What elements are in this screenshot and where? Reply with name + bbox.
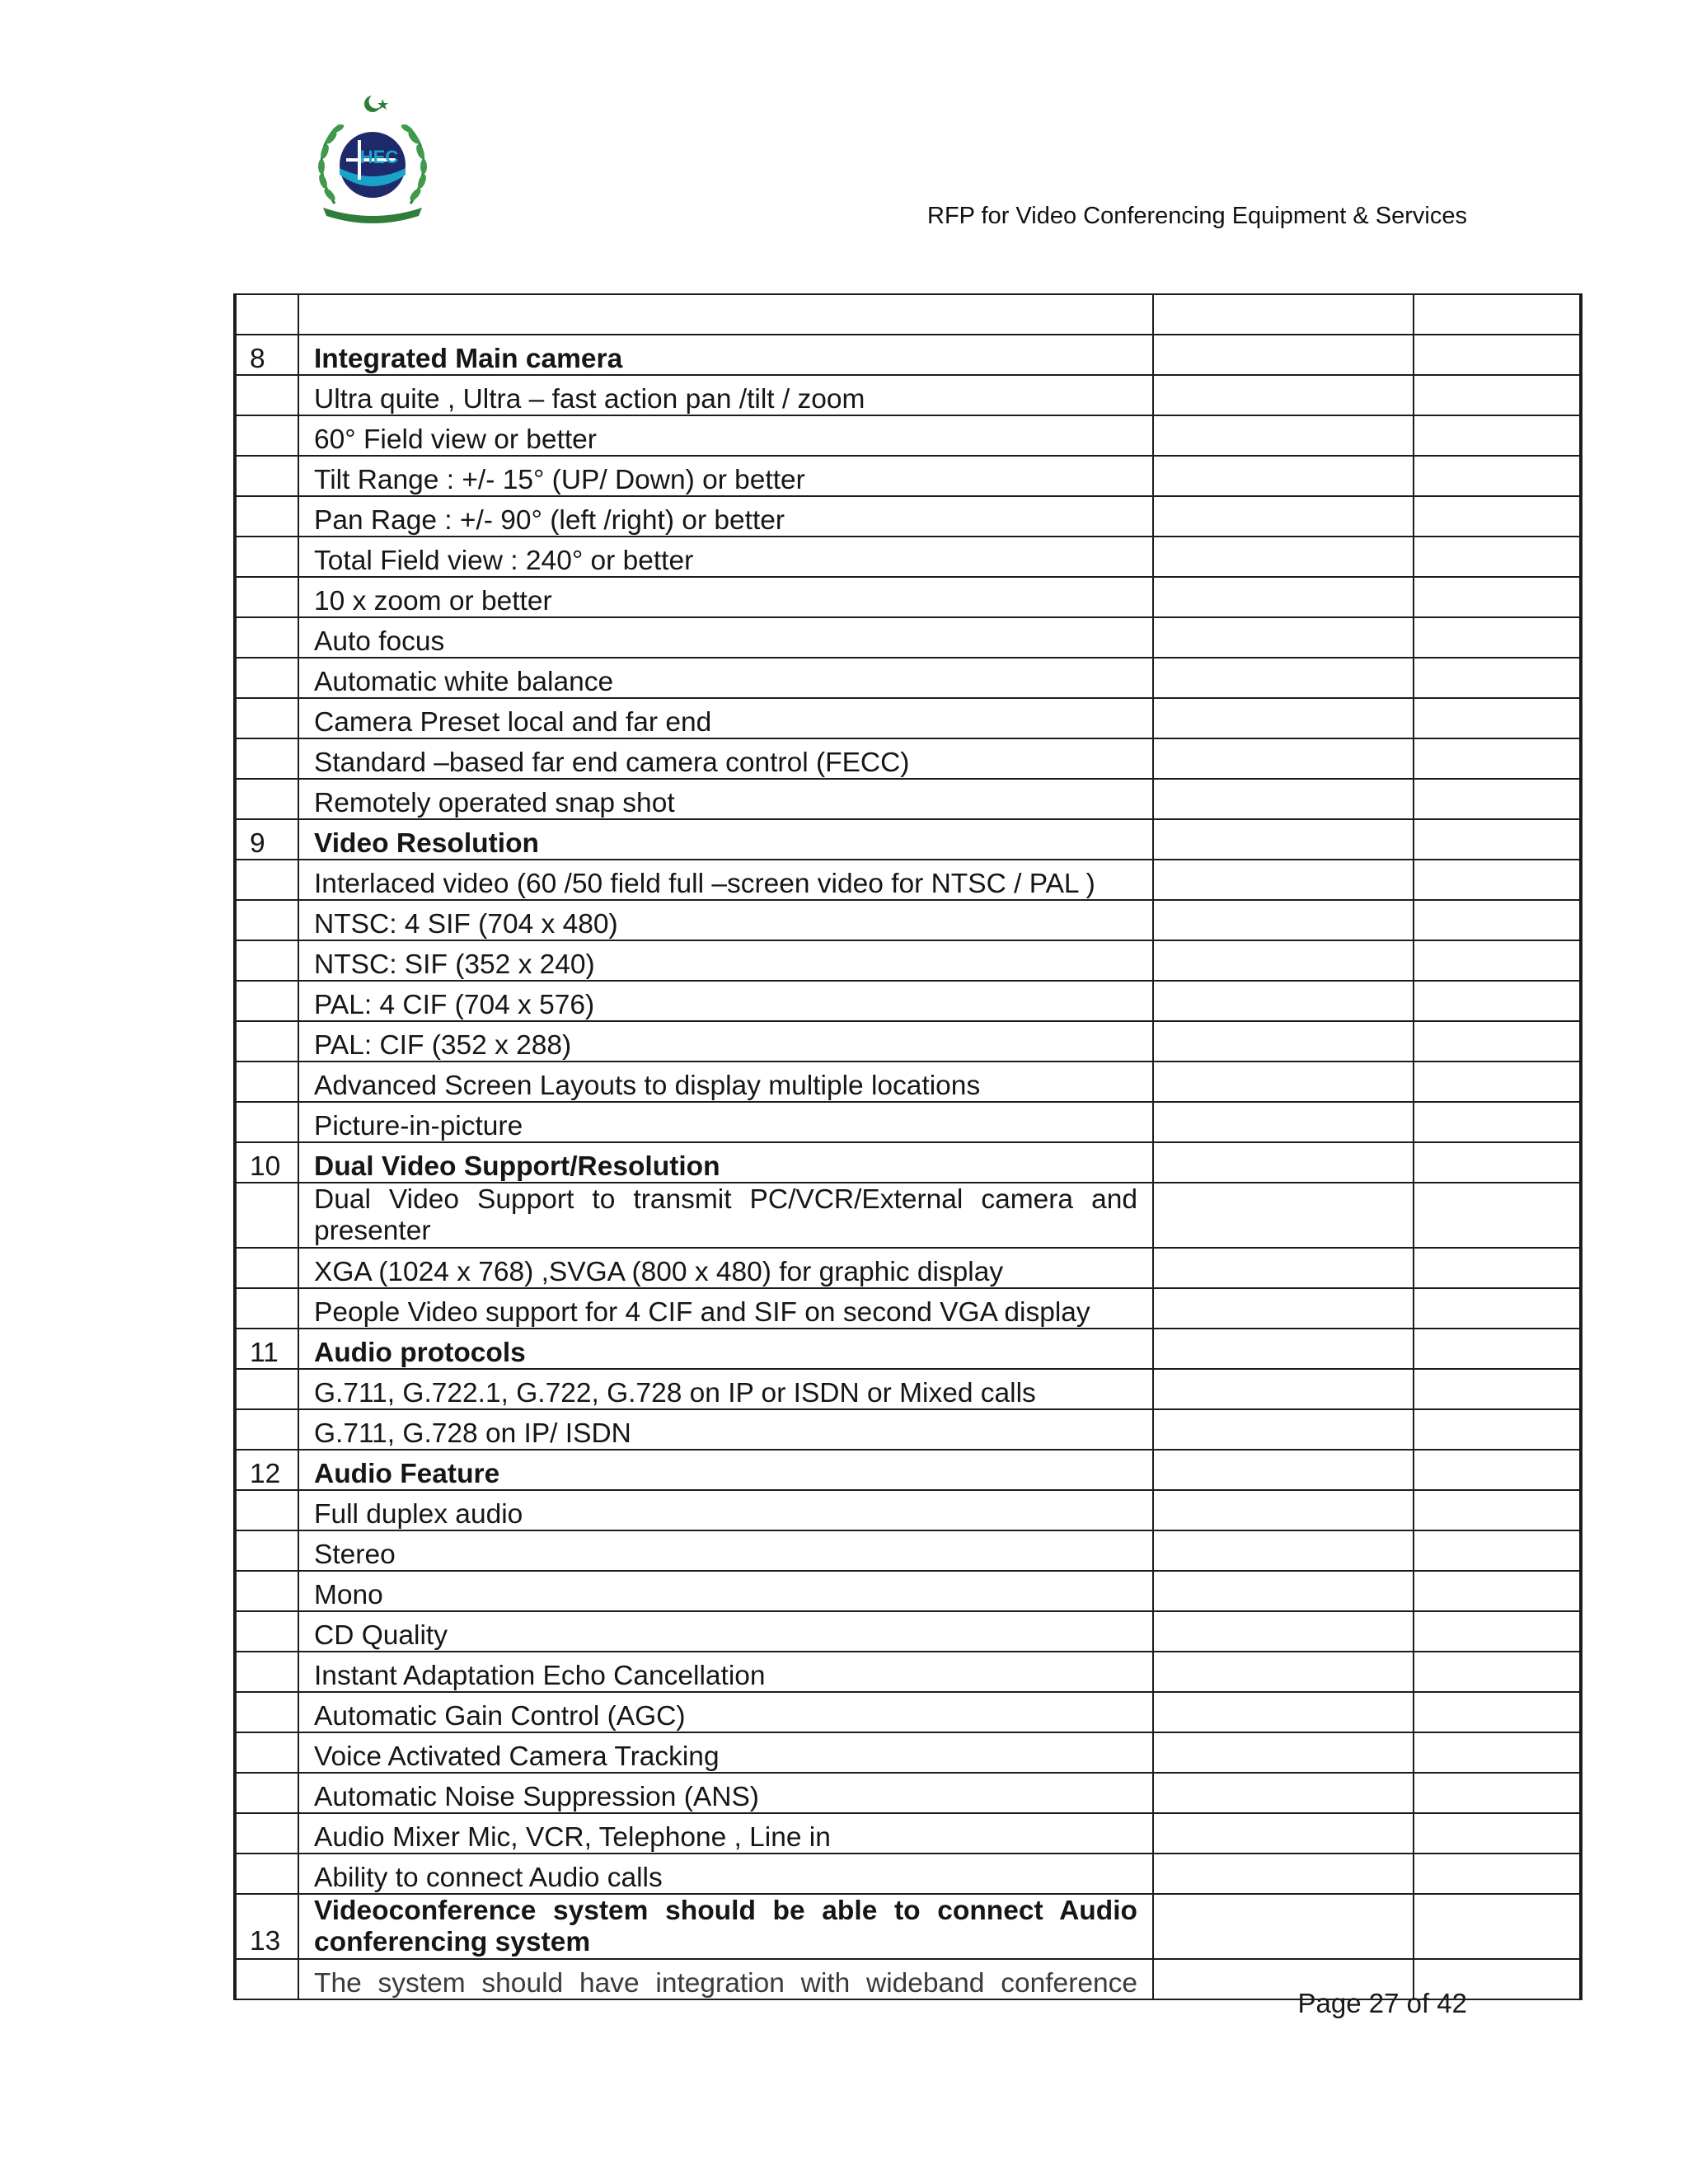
requirement-cell: Voice Activated Camera Tracking <box>298 1732 1153 1773</box>
table-row <box>235 415 1581 456</box>
remarks-cell <box>1414 1571 1581 1611</box>
compliance-cell <box>1153 375 1414 415</box>
item-number-cell <box>235 456 298 496</box>
remarks-cell <box>1414 658 1581 698</box>
compliance-cell <box>1153 658 1414 698</box>
table-row <box>235 1248 1581 1288</box>
remarks-cell <box>1414 1409 1581 1450</box>
item-number-cell <box>235 294 298 335</box>
document-header-title: RFP for Video Conferencing Equipment & Services <box>927 203 1467 229</box>
compliance-cell <box>1153 1450 1414 1490</box>
remarks-cell <box>1414 415 1581 456</box>
compliance-cell <box>1153 1369 1414 1409</box>
remarks-cell <box>1414 779 1581 819</box>
item-number-cell: 8 <box>235 335 298 375</box>
remarks-cell <box>1414 294 1581 335</box>
requirement-cell: NTSC: SIF (352 x 240) <box>298 940 1153 981</box>
compliance-cell <box>1153 1813 1414 1854</box>
remarks-cell <box>1414 577 1581 617</box>
remarks-cell <box>1414 1530 1581 1571</box>
item-number-cell <box>235 1490 298 1530</box>
item-number-cell <box>235 1183 298 1248</box>
compliance-cell <box>1153 1854 1414 1894</box>
compliance-cell <box>1153 1490 1414 1530</box>
table-row <box>235 1409 1581 1450</box>
compliance-cell <box>1153 981 1414 1021</box>
compliance-cell <box>1153 779 1414 819</box>
item-number-cell <box>235 1813 298 1854</box>
table-row <box>235 1288 1581 1329</box>
table-row <box>235 779 1581 819</box>
compliance-cell <box>1153 294 1414 335</box>
requirement-cell: Interlaced video (60 /50 field full –screen video for NTSC / PAL ) <box>298 860 1153 900</box>
requirement-cell: Automatic Gain Control (AGC) <box>298 1692 1153 1732</box>
requirement-cell: Audio protocols <box>298 1329 1153 1369</box>
compliance-cell <box>1153 1409 1414 1450</box>
item-number-cell <box>235 1102 298 1142</box>
requirement-cell: Dual Video Support to transmit PC/VCR/External camera and presenter <box>298 1183 1153 1248</box>
remarks-cell <box>1414 981 1581 1021</box>
remarks-cell <box>1414 1142 1581 1183</box>
table-row <box>235 1692 1581 1732</box>
item-number-cell <box>235 940 298 981</box>
requirement-cell: XGA (1024 x 768) ,SVGA (800 x 480) for graphic display <box>298 1248 1153 1288</box>
compliance-cell <box>1153 1102 1414 1142</box>
compliance-cell <box>1153 335 1414 375</box>
table-row <box>235 1732 1581 1773</box>
compliance-cell <box>1153 617 1414 658</box>
table-row <box>235 1773 1581 1813</box>
table-row <box>235 1571 1581 1611</box>
svg-text:HEC: HEC <box>359 147 399 167</box>
requirement-cell: Stereo <box>298 1530 1153 1571</box>
remarks-cell <box>1414 1329 1581 1369</box>
requirement-cell: Camera Preset local and far end <box>298 698 1153 738</box>
remarks-cell <box>1414 456 1581 496</box>
item-number-cell <box>235 779 298 819</box>
table-row <box>235 1854 1581 1894</box>
compliance-cell <box>1153 1773 1414 1813</box>
item-number-cell <box>235 1773 298 1813</box>
remarks-cell <box>1414 860 1581 900</box>
table-row <box>235 981 1581 1021</box>
table-row <box>235 1652 1581 1692</box>
remarks-cell <box>1414 738 1581 779</box>
item-number-cell <box>235 1248 298 1288</box>
table-row <box>235 1183 1581 1248</box>
remarks-cell <box>1414 1813 1581 1854</box>
remarks-cell <box>1414 1773 1581 1813</box>
compliance-cell <box>1153 496 1414 537</box>
item-number-cell: 11 <box>235 1329 298 1369</box>
compliance-cell <box>1153 1288 1414 1329</box>
compliance-cell <box>1153 1183 1414 1248</box>
requirement-cell: Total Field view : 240° or better <box>298 537 1153 577</box>
remarks-cell <box>1414 698 1581 738</box>
remarks-cell <box>1414 1369 1581 1409</box>
remarks-cell <box>1414 1183 1581 1248</box>
compliance-cell <box>1153 1530 1414 1571</box>
requirement-cell: Integrated Main camera <box>298 335 1153 375</box>
table-row <box>235 1530 1581 1571</box>
table-row <box>235 900 1581 940</box>
section-header-row <box>235 335 1581 375</box>
remarks-cell <box>1414 375 1581 415</box>
remarks-cell <box>1414 900 1581 940</box>
table-row <box>235 1490 1581 1530</box>
compliance-cell <box>1153 698 1414 738</box>
requirement-cell: Picture-in-picture <box>298 1102 1153 1142</box>
item-number-cell <box>235 415 298 456</box>
section-header-row <box>235 1450 1581 1490</box>
requirement-cell: Instant Adaptation Echo Cancellation <box>298 1652 1153 1692</box>
requirement-cell: G.711, G.722.1, G.722, G.728 on IP or ISDN or Mixed calls <box>298 1369 1153 1409</box>
table-row <box>235 1813 1581 1854</box>
hec-logo <box>307 92 438 229</box>
compliance-cell <box>1153 940 1414 981</box>
item-number-cell <box>235 496 298 537</box>
requirement-cell: PAL: 4 CIF (704 x 576) <box>298 981 1153 1021</box>
compliance-cell <box>1153 1894 1414 1959</box>
compliance-cell <box>1153 1692 1414 1732</box>
item-number-cell <box>235 738 298 779</box>
compliance-cell <box>1153 1571 1414 1611</box>
item-number-cell <box>235 577 298 617</box>
table-row <box>235 577 1581 617</box>
requirement-cell: G.711, G.728 on IP/ ISDN <box>298 1409 1153 1450</box>
item-number-cell <box>235 1409 298 1450</box>
requirement-cell: Tilt Range : +/- 15° (UP/ Down) or better <box>298 456 1153 496</box>
compliance-cell <box>1153 900 1414 940</box>
requirement-cell: CD Quality <box>298 1611 1153 1652</box>
table-row <box>235 496 1581 537</box>
requirement-cell: Full duplex audio <box>298 1490 1153 1530</box>
item-number-cell: 13 <box>235 1894 298 1959</box>
item-number-cell <box>235 1288 298 1329</box>
requirement-cell: Advanced Screen Layouts to display multiple locations <box>298 1062 1153 1102</box>
remarks-cell <box>1414 1490 1581 1530</box>
requirement-cell: Ultra quite , Ultra – fast action pan /tilt / zoom <box>298 375 1153 415</box>
table-row <box>235 375 1581 415</box>
requirement-cell: PAL: CIF (352 x 288) <box>298 1021 1153 1062</box>
requirement-cell: 60° Field view or better <box>298 415 1153 456</box>
remarks-cell <box>1414 1102 1581 1142</box>
requirement-cell: People Video support for 4 CIF and SIF on second VGA display <box>298 1288 1153 1329</box>
remarks-cell <box>1414 1450 1581 1490</box>
item-number-cell: 10 <box>235 1142 298 1183</box>
requirement-cell: NTSC: 4 SIF (704 x 480) <box>298 900 1153 940</box>
remarks-cell <box>1414 1732 1581 1773</box>
item-number-cell <box>235 860 298 900</box>
table-row <box>235 1021 1581 1062</box>
table-row <box>235 738 1581 779</box>
compliance-cell <box>1153 1021 1414 1062</box>
page-number: Page 27 of 42 <box>1297 1988 1467 2018</box>
section-header-row <box>235 1142 1581 1183</box>
remarks-cell <box>1414 1611 1581 1652</box>
requirement-cell: The system should have integration with wideband conference <box>298 1959 1153 1999</box>
table-row <box>235 1611 1581 1652</box>
item-number-cell <box>235 1692 298 1732</box>
requirement-cell: 10 x zoom or better <box>298 577 1153 617</box>
spec-table <box>233 293 1582 2000</box>
remarks-cell <box>1414 940 1581 981</box>
remarks-cell <box>1414 1021 1581 1062</box>
requirement-cell: Audio Mixer Mic, VCR, Telephone , Line in <box>298 1813 1153 1854</box>
compliance-cell <box>1153 1611 1414 1652</box>
item-number-cell <box>235 981 298 1021</box>
section-header-row <box>235 1894 1581 1959</box>
remarks-cell <box>1414 496 1581 537</box>
table-row <box>235 617 1581 658</box>
table-row <box>235 1102 1581 1142</box>
item-number-cell <box>235 1959 298 1999</box>
item-number-cell <box>235 1369 298 1409</box>
item-number-cell <box>235 1732 298 1773</box>
requirement-cell: Auto focus <box>298 617 1153 658</box>
requirement-cell <box>298 294 1153 335</box>
compliance-cell <box>1153 860 1414 900</box>
item-number-cell <box>235 375 298 415</box>
item-number-cell <box>235 1571 298 1611</box>
compliance-cell <box>1153 1329 1414 1369</box>
table-row <box>235 658 1581 698</box>
table-row <box>235 1062 1581 1102</box>
table-row <box>235 1369 1581 1409</box>
table-row <box>235 860 1581 900</box>
requirement-cell: Dual Video Support/Resolution <box>298 1142 1153 1183</box>
remarks-cell <box>1414 335 1581 375</box>
compliance-cell <box>1153 1652 1414 1692</box>
remarks-cell <box>1414 537 1581 577</box>
requirement-cell: Video Resolution <box>298 819 1153 860</box>
remarks-cell <box>1414 1248 1581 1288</box>
requirement-cell: Standard –based far end camera control (FECC) <box>298 738 1153 779</box>
item-number-cell <box>235 658 298 698</box>
item-number-cell <box>235 1021 298 1062</box>
item-number-cell <box>235 1854 298 1894</box>
remarks-cell <box>1414 1854 1581 1894</box>
remarks-cell <box>1414 1062 1581 1102</box>
compliance-cell <box>1153 819 1414 860</box>
requirement-cell: Pan Rage : +/- 90° (left /right) or better <box>298 496 1153 537</box>
compliance-cell <box>1153 1062 1414 1102</box>
compliance-cell <box>1153 537 1414 577</box>
compliance-cell <box>1153 1248 1414 1288</box>
remarks-cell <box>1414 1652 1581 1692</box>
compliance-cell <box>1153 577 1414 617</box>
compliance-cell <box>1153 456 1414 496</box>
requirement-cell: Ability to connect Audio calls <box>298 1854 1153 1894</box>
table-row <box>235 537 1581 577</box>
requirement-cell: Remotely operated snap shot <box>298 779 1153 819</box>
remarks-cell <box>1414 617 1581 658</box>
item-number-cell: 12 <box>235 1450 298 1490</box>
compliance-cell <box>1153 1142 1414 1183</box>
requirement-cell: Mono <box>298 1571 1153 1611</box>
table-row <box>235 294 1581 335</box>
section-header-row <box>235 1329 1581 1369</box>
item-number-cell <box>235 617 298 658</box>
table-row <box>235 940 1581 981</box>
item-number-cell: 9 <box>235 819 298 860</box>
section-header-row <box>235 819 1581 860</box>
item-number-cell <box>235 698 298 738</box>
requirement-cell: Automatic Noise Suppression (ANS) <box>298 1773 1153 1813</box>
remarks-cell <box>1414 819 1581 860</box>
item-number-cell <box>235 900 298 940</box>
item-number-cell <box>235 1062 298 1102</box>
remarks-cell <box>1414 1288 1581 1329</box>
item-number-cell <box>235 1530 298 1571</box>
item-number-cell <box>235 1611 298 1652</box>
item-number-cell <box>235 1652 298 1692</box>
requirement-cell: Videoconference system should be able to connect Audio conferencing system <box>298 1894 1153 1959</box>
remarks-cell <box>1414 1692 1581 1732</box>
remarks-cell <box>1414 1894 1581 1959</box>
table-row <box>235 456 1581 496</box>
compliance-cell <box>1153 1732 1414 1773</box>
compliance-cell <box>1153 415 1414 456</box>
table-row <box>235 698 1581 738</box>
item-number-cell <box>235 537 298 577</box>
compliance-cell <box>1153 738 1414 779</box>
requirement-cell: Automatic white balance <box>298 658 1153 698</box>
requirement-cell: Audio Feature <box>298 1450 1153 1490</box>
